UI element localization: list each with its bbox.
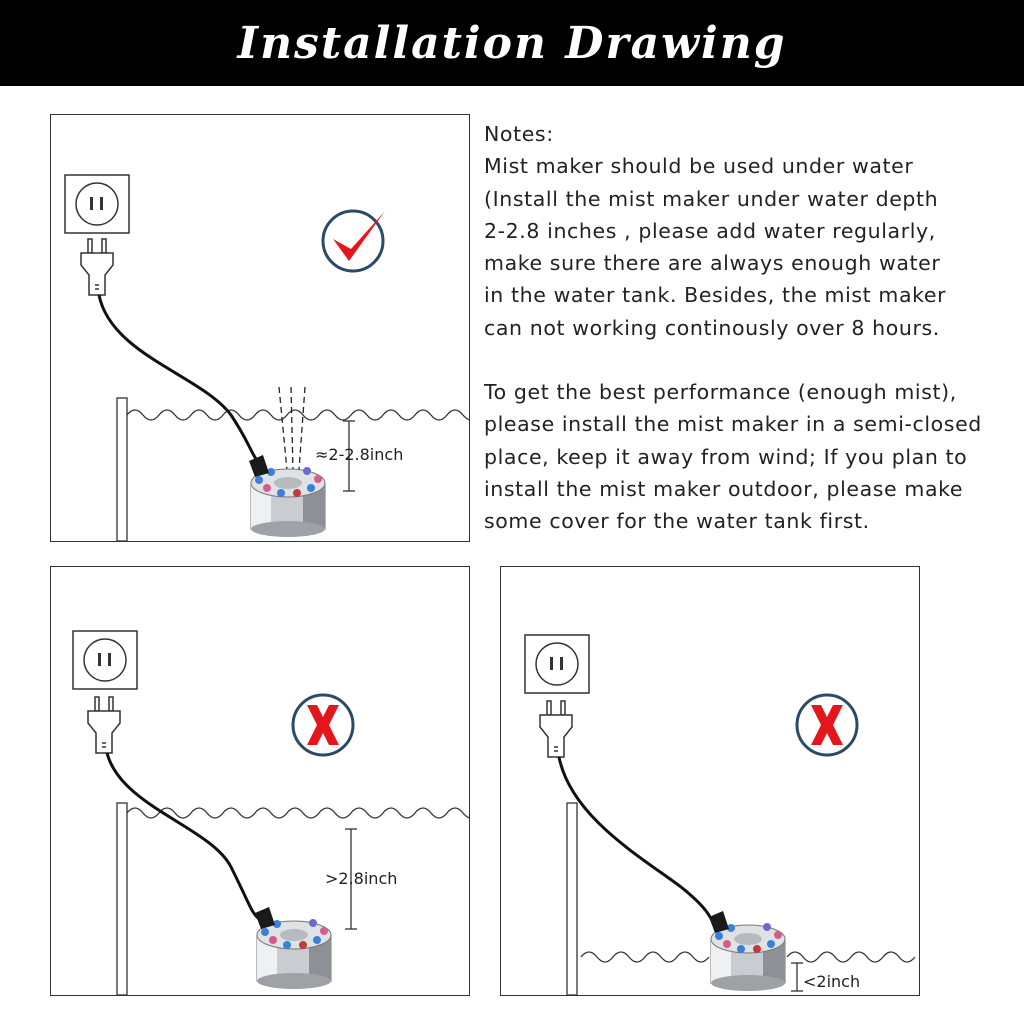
notes-line: can not working continously over 8 hours. (484, 315, 940, 340)
water-surface (127, 808, 469, 818)
tank-wall (117, 398, 127, 541)
mist-maker-icon (255, 907, 331, 989)
power-cable (559, 757, 715, 927)
depth-label: <2inch (803, 972, 861, 991)
mist-lines (279, 387, 305, 470)
depth-label: ≈2-2.8inch (315, 445, 404, 464)
panel-too-deep (50, 566, 470, 996)
cross-icon (797, 695, 857, 755)
notes-line: some cover for the water tank first. (484, 509, 870, 534)
tank-wall (567, 803, 577, 995)
mist-maker-icon (709, 911, 785, 991)
cross-icon (293, 695, 353, 755)
check-icon (323, 211, 385, 271)
notes-line: make sure there are always enough water (484, 251, 941, 276)
tank-wall (117, 803, 127, 995)
notes-line: 2-2.8 inches , please add water regularly, (484, 218, 936, 243)
notes-line: Mist maker should be used under water (484, 154, 914, 179)
correct-installation-drawing (51, 115, 469, 541)
page-title: Installation Drawing (237, 17, 787, 69)
notes-heading: Notes: (484, 122, 554, 146)
notes-line: please install the mist maker in a semi-closed (484, 412, 982, 437)
water-surface (127, 410, 469, 420)
notes-line: place, keep it away from wind; If you plan to (484, 444, 968, 469)
panel-correct (50, 114, 470, 542)
plug-icon (540, 701, 572, 757)
wall-outlet-icon (525, 635, 589, 693)
header-banner (0, 0, 1024, 86)
plug-icon (88, 697, 120, 753)
depth-dimension (791, 963, 803, 991)
notes-text (484, 118, 1014, 538)
wall-outlet-icon (73, 631, 137, 689)
panel-too-shallow (500, 566, 920, 996)
notes-line: in the water tank. Besides, the mist maker (484, 283, 947, 308)
notes-line: install the mist maker outdoor, please make (484, 476, 964, 501)
too-deep-drawing (51, 567, 469, 995)
notes-line: (Install the mist maker under water depth (484, 186, 939, 211)
depth-label: >2.8inch (325, 869, 398, 888)
power-cable (107, 753, 259, 919)
plug-icon (81, 239, 113, 295)
notes-line: To get the best performance (enough mist), (484, 380, 957, 405)
wall-outlet-icon (65, 175, 129, 233)
too-shallow-drawing (501, 567, 919, 995)
